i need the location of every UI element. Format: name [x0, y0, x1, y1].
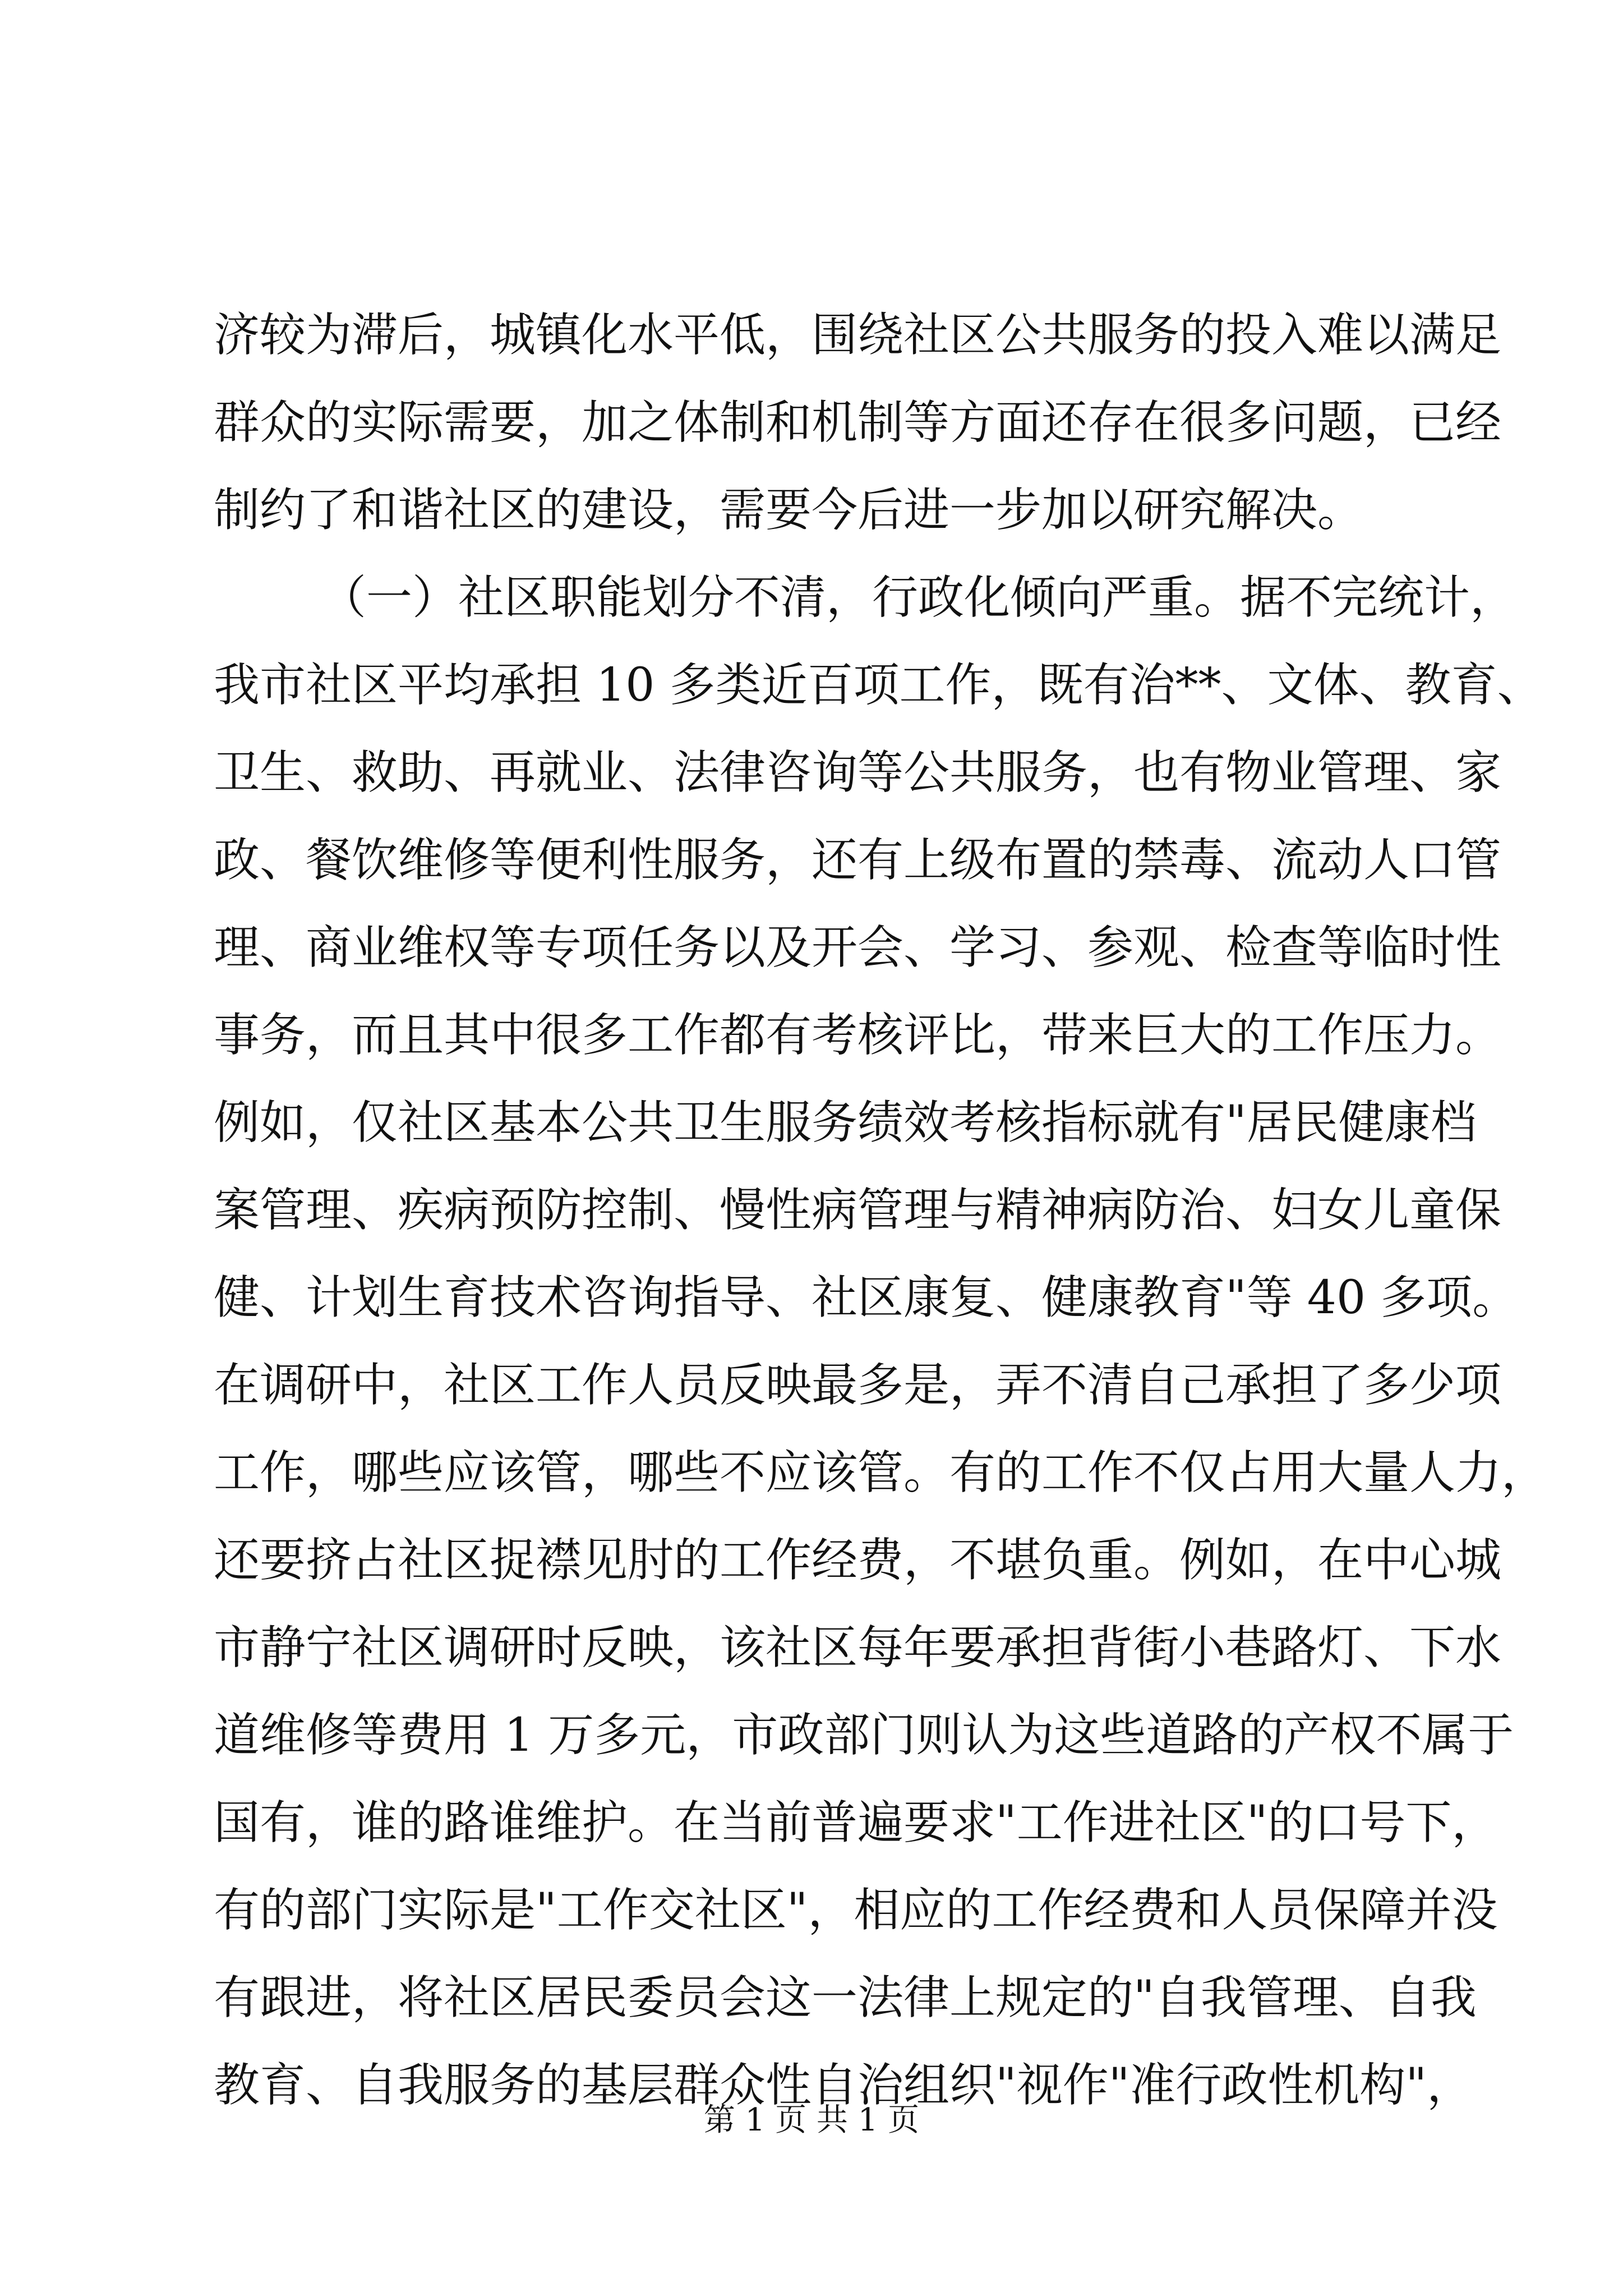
- text-line-14: 工作，哪些应该管，哪些不应该管。有的工作不仅占用大量人力，: [214, 1446, 1548, 1499]
- text-line-3: 制约了和谐社区的建设，需要今后进一步加以研究解决。: [214, 484, 1364, 537]
- text-line-16: 市静宁社区调研时反映，该社区每年要承担背街小巷路灯、下水: [214, 1621, 1502, 1674]
- text-line-9: 事务，而且其中很多工作都有考核评比，带来巨大的工作压力。: [214, 1009, 1502, 1062]
- page-indicator: 第 1 页 共 1 页: [703, 2102, 920, 2138]
- text-line-6: 卫生、救助、再就业、法律咨询等公共服务，也有物业管理、家: [214, 746, 1502, 799]
- text-line-5: 我市社区平均承担 10 多类近百项工作，既有治**、文体、教育、: [214, 659, 1543, 712]
- text-line-21: 教育、自我服务的基层群众性自治组织"视作"准行政性机构"，: [214, 2059, 1473, 2112]
- text-line-7: 政、餐饮维修等便利性服务，还有上级布置的禁毒、流动人口管: [214, 834, 1502, 887]
- text-line-2: 群众的实际需要，加之体制和机制等方面还存在很多问题，已经: [214, 396, 1502, 449]
- text-line-13: 在调研中，社区工作人员反映最多是，弄不清自己承担了多少项: [214, 1359, 1502, 1412]
- text-line-18: 国有，谁的路谁维护。在当前普遍要求"工作进社区"的口号下，: [214, 1796, 1498, 1849]
- document-body: [214, 292, 1548, 2129]
- text-line-11: 案管理、疾病预防控制、慢性病管理与精神病防治、妇女儿童保: [214, 1184, 1502, 1237]
- text-line-20: 有跟进，将社区居民委员会这一法律上规定的"自我管理、自我: [214, 1971, 1477, 2024]
- text-line-1: 济较为滞后，城镇化水平低，围绕社区公共服务的投入难以满足: [214, 309, 1502, 362]
- text-line-15: 还要挤占社区捉襟见肘的工作经费，不堪负重。例如，在中心城: [214, 1534, 1502, 1587]
- text-line-10: 例如，仅社区基本公共卫生服务绩效考核指标就有"居民健康档: [214, 1096, 1477, 1149]
- text-line-4: （一）社区职能划分不清，行政化倾向严重。据不完统计，: [320, 571, 1516, 624]
- page-footer: [0, 2098, 1623, 2143]
- text-line-12: 健、计划生育技术咨询指导、社区康复、健康教育"等 40 多项。: [214, 1271, 1519, 1324]
- text-line-17: 道维修等费用 1 万多元，市政部门则认为这些道路的产权不属于: [214, 1709, 1514, 1762]
- text-line-8: 理、商业维权等专项任务以及开会、学习、参观、检查等临时性: [214, 921, 1502, 974]
- text-line-19: 有的部门实际是"工作交社区"，相应的工作经费和人员保障并没: [214, 1884, 1498, 1937]
